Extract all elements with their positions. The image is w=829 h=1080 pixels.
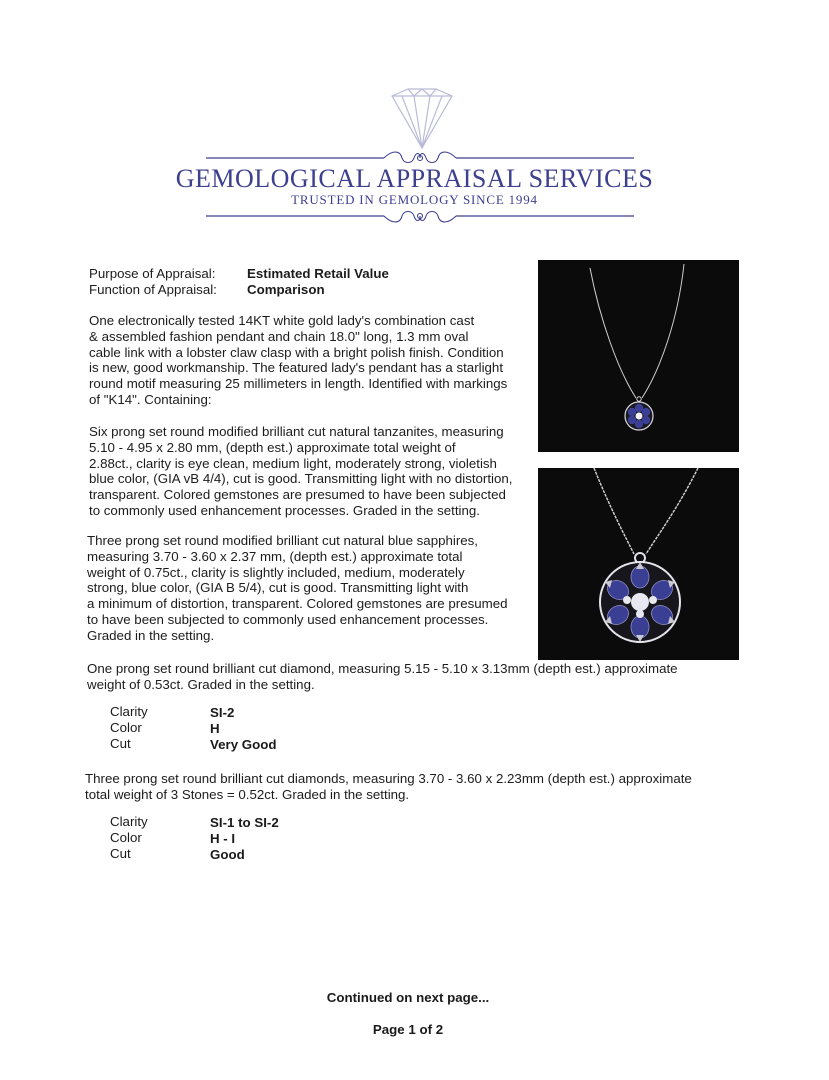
spec-row (110, 814, 148, 830)
spec-row (110, 736, 131, 752)
spec-value: H - I (210, 831, 236, 846)
page-number: Page 1 of 2 (372, 1022, 444, 1037)
spec-label: Cut (110, 846, 131, 861)
spec-label: Clarity (110, 704, 148, 719)
diamonds-three-line: Three prong set round brilliant cut diamonds, measuring 3.70 - 3.60 x 2.23mm (depth est.) approximate (85, 771, 692, 786)
diamond-single-line: weight of 0.53ct. Graded in the setting. (87, 676, 315, 692)
sapphire-line: to have been subjected to commonly used enhancement processes. (87, 611, 489, 627)
diamonds-three-description (85, 771, 745, 803)
description-line: of "K14". Containing: (89, 391, 212, 407)
tanzanite-description (89, 424, 534, 519)
sapphire-line: weight of 0.75ct., clarity is slightly included, medium, moderately (87, 564, 465, 580)
item-description (89, 313, 529, 408)
spec-row (110, 704, 148, 720)
tagline: TRUSTED IN GEMOLOGY SINCE 1994 (291, 192, 538, 207)
diamond-single-line: One prong set round brilliant cut diamond, measuring 5.15 - 5.10 x 3.13mm (depth est.) approximate (87, 661, 678, 676)
spec-value: Good (210, 847, 245, 862)
spec-label: Color (110, 830, 142, 845)
logo (0, 88, 829, 228)
spec-label: Clarity (110, 814, 148, 829)
spec-row (110, 830, 142, 846)
spec-value: SI-2 (210, 705, 235, 720)
sapphire-line: a minimum of distortion, transparent. Colored gemstones are presumed (87, 596, 508, 612)
pendant-closeup-photo (538, 468, 739, 660)
tanzanite-line: 5.10 - 4.95 x 2.80 mm, (depth est.) approximate total weight of (89, 439, 456, 455)
sapphire-line: strong, blue color, (GIA B 5/4), cut is good. Transmitting light with (87, 580, 469, 596)
sapphire-line: Three prong set round modified brilliant cut natural blue sapphires, (87, 533, 479, 548)
spec-value: SI-1 to SI-2 (210, 815, 279, 830)
diamonds-three-line: total weight of 3 Stones = 0.52ct. Graded in the setting. (85, 786, 410, 802)
description-line: round motif measuring 25 millimeters in length. Identified with markings (89, 376, 508, 392)
function-label: Function of Appraisal: (89, 282, 217, 297)
spec-label: Color (110, 720, 142, 735)
sapphire-line: measuring 3.70 - 3.60 x 2.37 mm, (depth est.) approximate total (87, 548, 463, 564)
spec-row (110, 846, 131, 862)
diamond-single-description (87, 661, 747, 693)
continued-note: Continued on next page... (326, 990, 490, 1005)
spec-label: Cut (110, 736, 131, 751)
description-line: cable link with a lobster claw clasp with a bright polish finish. Condition (89, 344, 504, 360)
sapphire-description (87, 533, 532, 644)
sapphire-line: Graded in the setting. (87, 627, 215, 643)
ornament-divider-bottom (206, 208, 634, 224)
tanzanite-line: transparent. Colored gemstones are presumed to have been subjected (89, 487, 506, 503)
spec-value: H (210, 721, 220, 736)
tanzanite-line: 2.88ct., clarity is eye clean, medium light, moderately strong, violetish (89, 455, 497, 471)
tanzanite-line: to commonly used enhancement processes. Graded in the setting. (89, 502, 480, 518)
description-line: & assembled fashion pendant and chain 18.0" long, 1.3 mm oval (89, 328, 469, 344)
purpose-label: Purpose of Appraisal: (89, 266, 216, 281)
spec-value: Very Good (210, 737, 277, 752)
company-name: GEMOLOGICAL APPRAISAL SERVICES (175, 164, 654, 193)
description-line: One electronically tested 14KT white gold lady's combination cast (89, 313, 475, 328)
spec-row (110, 720, 142, 736)
pendant-full-photo (538, 260, 739, 452)
diamond-icon (382, 88, 462, 150)
purpose-value: Estimated Retail Value (247, 266, 389, 281)
tanzanite-line: blue color, (GIA vB 4/4), cut is good. Transmitting light with no distortion, (89, 471, 513, 487)
description-line: is new, good workmanship. The featured lady's pendant has a starlight (89, 360, 504, 376)
tanzanite-line: Six prong set round modified brilliant cut natural tanzanites, measuring (89, 424, 504, 439)
function-value: Comparison (247, 282, 325, 297)
